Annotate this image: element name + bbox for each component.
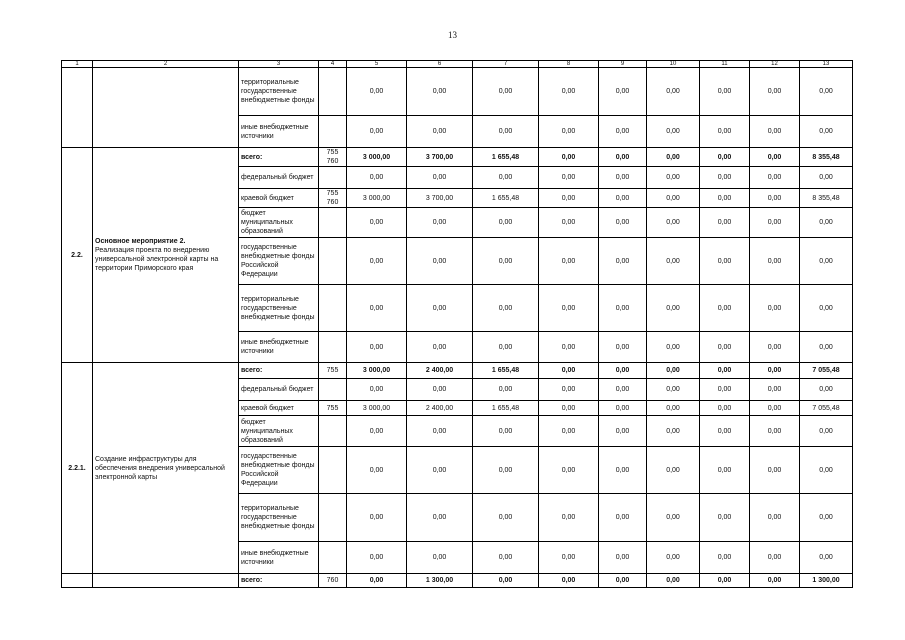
amount-cell: 0,00 bbox=[407, 332, 473, 363]
amount-cell: 0,00 bbox=[647, 238, 700, 285]
amount-cell: 0,00 bbox=[407, 208, 473, 238]
amount-cell: 0,00 bbox=[473, 542, 539, 574]
amount-cell: 0,00 bbox=[750, 363, 800, 379]
amount-cell: 0,00 bbox=[539, 447, 599, 494]
amount-cell: 0,00 bbox=[599, 148, 647, 167]
amount-cell: 1 655,48 bbox=[473, 148, 539, 167]
amount-cell: 0,00 bbox=[700, 285, 750, 332]
budget-code bbox=[319, 447, 347, 494]
budget-code bbox=[319, 208, 347, 238]
amount-cell: 0,00 bbox=[700, 189, 750, 208]
budget-code bbox=[319, 379, 347, 401]
amount-cell: 0,00 bbox=[700, 363, 750, 379]
amount-cell: 0,00 bbox=[473, 238, 539, 285]
budget-code: 755 bbox=[319, 401, 347, 416]
amount-cell: 0,00 bbox=[599, 401, 647, 416]
amount-cell: 3 000,00 bbox=[347, 148, 407, 167]
budget-code: 760 bbox=[319, 574, 347, 588]
amount-cell: 0,00 bbox=[647, 285, 700, 332]
column-header: 1 bbox=[62, 61, 93, 68]
amount-cell: 7 055,48 bbox=[800, 363, 853, 379]
amount-cell: 0,00 bbox=[347, 116, 407, 148]
amount-cell: 0,00 bbox=[539, 363, 599, 379]
amount-cell: 0,00 bbox=[473, 116, 539, 148]
amount-cell: 0,00 bbox=[407, 238, 473, 285]
budget-code: 755 bbox=[319, 363, 347, 379]
amount-cell: 0,00 bbox=[750, 68, 800, 116]
amount-cell: 0,00 bbox=[700, 167, 750, 189]
budget-code bbox=[319, 332, 347, 363]
table-row bbox=[62, 363, 853, 379]
amount-cell: 0,00 bbox=[800, 68, 853, 116]
item-code bbox=[62, 574, 93, 588]
amount-cell: 0,00 bbox=[539, 285, 599, 332]
column-header: 7 bbox=[473, 61, 539, 68]
column-header: 8 bbox=[539, 61, 599, 68]
amount-cell: 0,00 bbox=[539, 574, 599, 588]
amount-cell: 0,00 bbox=[599, 116, 647, 148]
funding-source-label: всего: bbox=[239, 363, 319, 379]
amount-cell: 0,00 bbox=[750, 447, 800, 494]
amount-cell: 0,00 bbox=[750, 416, 800, 447]
amount-cell: 0,00 bbox=[407, 68, 473, 116]
column-header: 12 bbox=[750, 61, 800, 68]
item-text: Реализация проекта по внедрению универсальной электронной карты на территории Приморского края bbox=[95, 247, 219, 272]
amount-cell: 0,00 bbox=[407, 285, 473, 332]
amount-cell: 8 355,48 bbox=[800, 189, 853, 208]
column-header: 4 bbox=[319, 61, 347, 68]
amount-cell: 0,00 bbox=[473, 447, 539, 494]
amount-cell: 0,00 bbox=[347, 494, 407, 542]
amount-cell: 0,00 bbox=[647, 68, 700, 116]
item-description bbox=[93, 574, 239, 588]
funding-source-label: государственные внебюджетные фонды Российской Федерации bbox=[239, 447, 319, 494]
amount-cell: 0,00 bbox=[539, 167, 599, 189]
amount-cell: 0,00 bbox=[700, 379, 750, 401]
budget-code bbox=[319, 494, 347, 542]
amount-cell: 0,00 bbox=[407, 542, 473, 574]
amount-cell: 0,00 bbox=[800, 494, 853, 542]
item-code: 2.2.1. bbox=[62, 363, 93, 574]
amount-cell: 7 055,48 bbox=[800, 401, 853, 416]
amount-cell: 0,00 bbox=[647, 447, 700, 494]
amount-cell: 0,00 bbox=[647, 542, 700, 574]
amount-cell: 0,00 bbox=[700, 68, 750, 116]
amount-cell: 0,00 bbox=[473, 416, 539, 447]
amount-cell: 0,00 bbox=[347, 574, 407, 588]
budget-code: 755 760 bbox=[319, 189, 347, 208]
amount-cell: 0,00 bbox=[347, 447, 407, 494]
amount-cell: 0,00 bbox=[539, 116, 599, 148]
amount-cell: 0,00 bbox=[539, 208, 599, 238]
amount-cell: 0,00 bbox=[599, 379, 647, 401]
amount-cell: 0,00 bbox=[700, 447, 750, 494]
funding-source-label: иные внебюджетные источники bbox=[239, 116, 319, 148]
column-header: 10 bbox=[647, 61, 700, 68]
funding-source-label: бюджет муниципальных образований bbox=[239, 208, 319, 238]
amount-cell: 0,00 bbox=[347, 542, 407, 574]
amount-cell: 0,00 bbox=[800, 447, 853, 494]
amount-cell: 0,00 bbox=[539, 332, 599, 363]
budget-code bbox=[319, 285, 347, 332]
amount-cell: 0,00 bbox=[407, 447, 473, 494]
amount-cell: 0,00 bbox=[347, 332, 407, 363]
amount-cell: 0,00 bbox=[347, 238, 407, 285]
amount-cell: 0,00 bbox=[750, 238, 800, 285]
column-header: 11 bbox=[700, 61, 750, 68]
item-description bbox=[93, 363, 239, 574]
amount-cell: 0,00 bbox=[347, 208, 407, 238]
table-row bbox=[62, 574, 853, 588]
amount-cell: 0,00 bbox=[800, 416, 853, 447]
amount-cell: 3 700,00 bbox=[407, 148, 473, 167]
amount-cell: 0,00 bbox=[473, 285, 539, 332]
column-header: 9 bbox=[599, 61, 647, 68]
amount-cell: 0,00 bbox=[539, 148, 599, 167]
budget-code bbox=[319, 416, 347, 447]
amount-cell: 0,00 bbox=[750, 208, 800, 238]
amount-cell: 0,00 bbox=[800, 379, 853, 401]
amount-cell: 0,00 bbox=[539, 542, 599, 574]
amount-cell: 0,00 bbox=[599, 189, 647, 208]
amount-cell: 0,00 bbox=[539, 238, 599, 285]
budget-code bbox=[319, 238, 347, 285]
amount-cell: 0,00 bbox=[473, 332, 539, 363]
amount-cell: 0,00 bbox=[539, 494, 599, 542]
amount-cell: 0,00 bbox=[599, 238, 647, 285]
funding-source-label: государственные внебюджетные фонды Российской Федерации bbox=[239, 238, 319, 285]
table-row bbox=[62, 148, 853, 167]
amount-cell: 0,00 bbox=[750, 542, 800, 574]
amount-cell: 0,00 bbox=[800, 116, 853, 148]
funding-source-label: федеральный бюджет bbox=[239, 379, 319, 401]
amount-cell: 0,00 bbox=[599, 208, 647, 238]
item-text: Создание инфраструктуры для обеспечения внедрения универсальной электронной карты bbox=[95, 455, 225, 481]
funding-source-label: иные внебюджетные источники bbox=[239, 542, 319, 574]
amount-cell: 0,00 bbox=[700, 238, 750, 285]
amount-cell: 0,00 bbox=[407, 494, 473, 542]
amount-cell: 0,00 bbox=[700, 416, 750, 447]
amount-cell: 0,00 bbox=[473, 494, 539, 542]
funding-source-label: всего: bbox=[239, 574, 319, 588]
amount-cell: 0,00 bbox=[347, 68, 407, 116]
amount-cell: 0,00 bbox=[750, 285, 800, 332]
funding-source-label: территориальные государственные внебюджетные фонды bbox=[239, 285, 319, 332]
amount-cell: 0,00 bbox=[750, 332, 800, 363]
amount-cell: 3 000,00 bbox=[347, 189, 407, 208]
funding-source-label: краевой бюджет bbox=[239, 401, 319, 416]
amount-cell: 0,00 bbox=[700, 494, 750, 542]
amount-cell: 0,00 bbox=[647, 401, 700, 416]
amount-cell: 0,00 bbox=[750, 116, 800, 148]
amount-cell: 0,00 bbox=[599, 416, 647, 447]
amount-cell: 8 355,48 bbox=[800, 148, 853, 167]
budget-code bbox=[319, 116, 347, 148]
budget-code: 755 760 bbox=[319, 148, 347, 167]
amount-cell: 0,00 bbox=[539, 379, 599, 401]
amount-cell: 0,00 bbox=[539, 68, 599, 116]
amount-cell: 0,00 bbox=[700, 208, 750, 238]
amount-cell: 0,00 bbox=[599, 574, 647, 588]
amount-cell: 1 300,00 bbox=[800, 574, 853, 588]
amount-cell: 2 400,00 bbox=[407, 401, 473, 416]
amount-cell: 0,00 bbox=[347, 167, 407, 189]
amount-cell: 0,00 bbox=[800, 238, 853, 285]
amount-cell: 0,00 bbox=[800, 542, 853, 574]
amount-cell: 0,00 bbox=[647, 363, 700, 379]
amount-cell: 0,00 bbox=[599, 285, 647, 332]
amount-cell: 0,00 bbox=[539, 416, 599, 447]
item-title: Основное мероприятие 2. bbox=[95, 238, 186, 245]
amount-cell: 0,00 bbox=[347, 416, 407, 447]
amount-cell: 0,00 bbox=[800, 285, 853, 332]
amount-cell: 0,00 bbox=[700, 574, 750, 588]
table-row bbox=[62, 68, 853, 116]
item-description bbox=[93, 68, 239, 148]
budget-code bbox=[319, 542, 347, 574]
column-header: 3 bbox=[239, 61, 319, 68]
amount-cell: 0,00 bbox=[647, 332, 700, 363]
amount-cell: 0,00 bbox=[473, 68, 539, 116]
budget-code bbox=[319, 68, 347, 116]
amount-cell: 0,00 bbox=[347, 285, 407, 332]
amount-cell: 1 655,48 bbox=[473, 189, 539, 208]
item-code: 2.2. bbox=[62, 148, 93, 363]
amount-cell: 0,00 bbox=[647, 167, 700, 189]
funding-source-label: бюджет муниципальных образований bbox=[239, 416, 319, 447]
amount-cell: 0,00 bbox=[750, 494, 800, 542]
amount-cell: 0,00 bbox=[750, 167, 800, 189]
amount-cell: 0,00 bbox=[539, 189, 599, 208]
amount-cell: 1 300,00 bbox=[407, 574, 473, 588]
amount-cell: 0,00 bbox=[407, 116, 473, 148]
item-description bbox=[93, 148, 239, 363]
amount-cell: 3 700,00 bbox=[407, 189, 473, 208]
amount-cell: 0,00 bbox=[647, 574, 700, 588]
amount-cell: 0,00 bbox=[473, 574, 539, 588]
amount-cell: 0,00 bbox=[347, 379, 407, 401]
amount-cell: 0,00 bbox=[473, 208, 539, 238]
amount-cell: 0,00 bbox=[700, 148, 750, 167]
amount-cell: 0,00 bbox=[647, 189, 700, 208]
amount-cell: 1 655,48 bbox=[473, 363, 539, 379]
amount-cell: 0,00 bbox=[647, 148, 700, 167]
amount-cell: 0,00 bbox=[599, 68, 647, 116]
amount-cell: 0,00 bbox=[407, 379, 473, 401]
amount-cell: 0,00 bbox=[407, 167, 473, 189]
amount-cell: 0,00 bbox=[750, 574, 800, 588]
item-code bbox=[62, 68, 93, 148]
amount-cell: 0,00 bbox=[539, 401, 599, 416]
budget-table bbox=[61, 60, 853, 588]
column-header: 13 bbox=[800, 61, 853, 68]
amount-cell: 0,00 bbox=[599, 542, 647, 574]
column-header: 6 bbox=[407, 61, 473, 68]
amount-cell: 0,00 bbox=[800, 332, 853, 363]
amount-cell: 0,00 bbox=[473, 379, 539, 401]
budget-code bbox=[319, 167, 347, 189]
funding-source-label: федеральный бюджет bbox=[239, 167, 319, 189]
funding-source-label: краевой бюджет bbox=[239, 189, 319, 208]
table-header-row bbox=[62, 61, 853, 68]
amount-cell: 2 400,00 bbox=[407, 363, 473, 379]
amount-cell: 0,00 bbox=[700, 116, 750, 148]
amount-cell: 0,00 bbox=[647, 494, 700, 542]
funding-source-label: территориальные государственные внебюджетные фонды bbox=[239, 494, 319, 542]
amount-cell: 1 655,48 bbox=[473, 401, 539, 416]
amount-cell: 0,00 bbox=[750, 189, 800, 208]
amount-cell: 0,00 bbox=[599, 332, 647, 363]
amount-cell: 0,00 bbox=[700, 332, 750, 363]
amount-cell: 3 000,00 bbox=[347, 401, 407, 416]
amount-cell: 0,00 bbox=[800, 167, 853, 189]
amount-cell: 0,00 bbox=[647, 116, 700, 148]
funding-source-label: территориальные государственные внебюджетные фонды bbox=[239, 68, 319, 116]
amount-cell: 0,00 bbox=[473, 167, 539, 189]
funding-source-label: всего: bbox=[239, 148, 319, 167]
amount-cell: 0,00 bbox=[647, 416, 700, 447]
funding-source-label: иные внебюджетные источники bbox=[239, 332, 319, 363]
amount-cell: 0,00 bbox=[700, 542, 750, 574]
amount-cell: 0,00 bbox=[599, 363, 647, 379]
amount-cell: 0,00 bbox=[750, 379, 800, 401]
amount-cell: 0,00 bbox=[647, 208, 700, 238]
amount-cell: 0,00 bbox=[407, 416, 473, 447]
amount-cell: 0,00 bbox=[750, 148, 800, 167]
amount-cell: 0,00 bbox=[599, 167, 647, 189]
amount-cell: 0,00 bbox=[599, 447, 647, 494]
column-header: 5 bbox=[347, 61, 407, 68]
column-header: 2 bbox=[93, 61, 239, 68]
amount-cell: 3 000,00 bbox=[347, 363, 407, 379]
amount-cell: 0,00 bbox=[700, 401, 750, 416]
amount-cell: 0,00 bbox=[647, 379, 700, 401]
amount-cell: 0,00 bbox=[599, 494, 647, 542]
amount-cell: 0,00 bbox=[750, 401, 800, 416]
amount-cell: 0,00 bbox=[800, 208, 853, 238]
page-number: 13 bbox=[448, 30, 457, 40]
